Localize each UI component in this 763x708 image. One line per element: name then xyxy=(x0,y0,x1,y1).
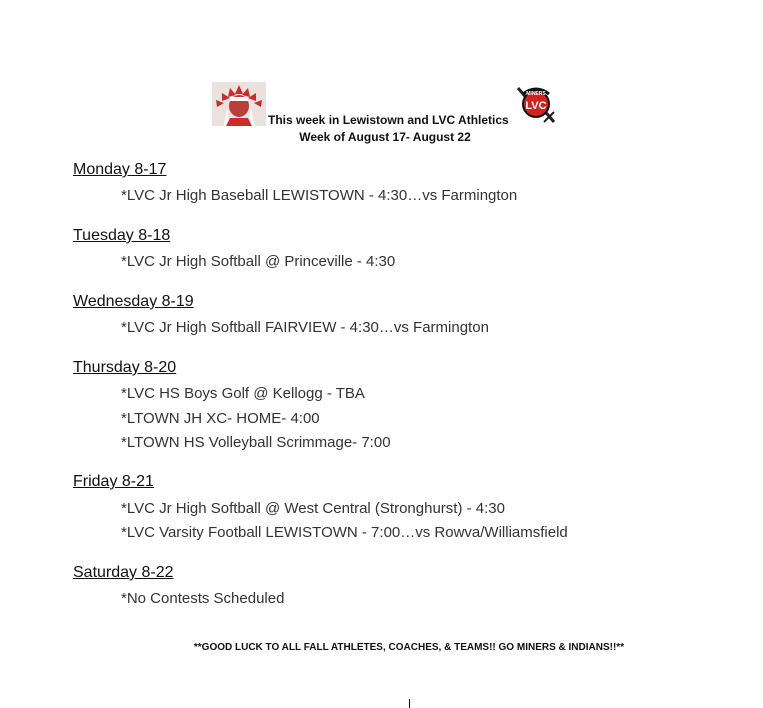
event-item: *LVC Jr High Softball FAIRVIEW - 4:30…vs Farmington xyxy=(121,319,489,336)
day-heading-tuesday: Tuesday 8-18 xyxy=(73,227,171,244)
footer-message: **GOOD LUCK TO ALL FALL ATHLETES, COACHES, & TEAMS!! GO MINERS & INDIANS!!** xyxy=(193,642,625,653)
event-item: *LTOWN HS Volleyball Scrimmage- 7:00 xyxy=(121,434,391,451)
event-item: *LVC Jr High Baseball LEWISTOWN - 4:30…vs Farmington xyxy=(121,187,518,204)
event-item: *No Contests Scheduled xyxy=(121,590,285,607)
day-heading-thursday: Thursday 8-20 xyxy=(73,359,177,376)
event-item: *LVC HS Boys Golf @ Kellogg - TBA xyxy=(121,385,365,402)
miners-logo-text: LVC xyxy=(525,100,547,112)
event-item: *LVC Varsity Football LEWISTOWN - 7:00…vs Rowva/Williamsfield xyxy=(121,524,568,541)
miners-logo-top-text: MINERS xyxy=(526,91,546,97)
day-heading-saturday: Saturday 8-22 xyxy=(73,564,174,581)
day-heading-wednesday: Wednesday 8-19 xyxy=(73,293,194,310)
miners-lvc-logo xyxy=(514,82,558,126)
day-heading-friday: Friday 8-21 xyxy=(73,473,154,490)
event-item: *LTOWN JH XC- HOME- 4:00 xyxy=(121,410,320,427)
indians-logo xyxy=(212,82,266,126)
day-heading-monday: Monday 8-17 xyxy=(73,161,167,178)
page-header xyxy=(0,82,763,144)
event-item: *LVC Jr High Softball @ West Central (Stronghurst) - 4:30 xyxy=(121,500,505,517)
event-item: *LVC Jr High Softball @ Princeville - 4:30 xyxy=(121,253,396,270)
page-title: This week in Lewistown and LVC Athletics xyxy=(268,113,509,127)
text-cursor xyxy=(409,699,410,708)
page-subtitle: Week of August 17- August 22 xyxy=(299,130,471,144)
